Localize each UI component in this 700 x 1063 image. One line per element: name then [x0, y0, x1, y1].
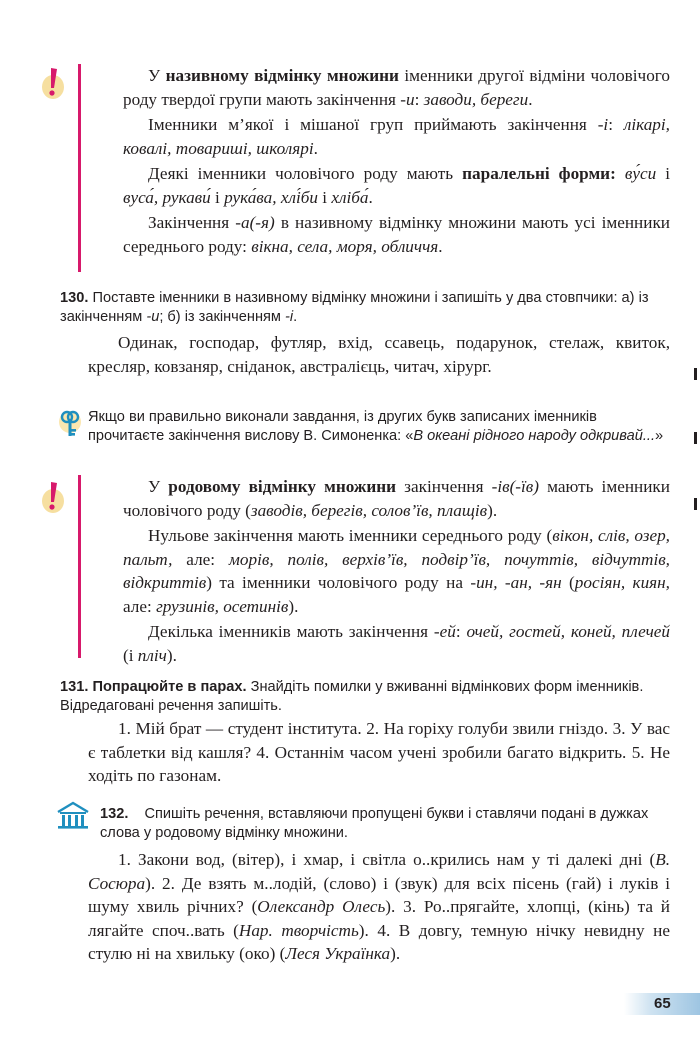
tip-text: Якщо ви правильно виконали завдання, із других букв записаних іменників прочитаєте закінчення вислову В. Симоненка: «В океані рідного народу одкривай...»	[88, 409, 664, 444]
exercise-130-words: Одинак, господар, футляр, вхід, ссавець, подарунок, стелаж, квиток, кресляр, ковзаняр, сніданок, австралієць, читач, хірург.	[88, 333, 670, 376]
exclamation-icon	[40, 480, 66, 514]
exclamation-icon	[40, 66, 66, 100]
exercise-number: 131.	[60, 679, 89, 695]
exercise-130-task: 130. Поставте іменники в називному відмінку множини і запишіть у два стовпчики: а) із закінченням -и; б) із закінченням -і.	[60, 290, 649, 325]
rule-box-genitive-plural	[78, 475, 671, 665]
exercise-131-task: 131. Попрацюйте в парах. Знайдіть помилки у вживанні відмінкових форм іменників. Відредаговані речення запишіть.	[60, 679, 644, 714]
key-icon	[58, 408, 82, 445]
exercise-number: 132.	[100, 806, 129, 822]
page-edge-mark	[694, 432, 697, 444]
exercise-131-sentences: 1. Мій брат — студент інститута. 2. На горіху голуби звили гніздо. 3. У вас є таблетки від кашля? 4. Останнім часом учені зробили багато відкрить. 5. Не ходіть по газонам.	[88, 719, 670, 785]
rule-paragraph: У називному відмінку множини іменники другої відміни чоловічого роду твердої групи мають закінчення -и: заводи, береги.	[123, 66, 671, 109]
rule-paragraph: Деякі іменники чоловічого роду мають паралельні форми: ву́си і вуса́, рукави́ і рука́ва, хлі́би і хліба́.	[123, 164, 670, 207]
exercise-132-sentences: 1. Закони вод, (вітер), і хмар, і світла о..крились нам у ті далекі дні (В. Сосюра). 2. Де взять м..лодій, (слово) і (звук) для всіх пісень (гай) і луків і шуму хвиль річних? (Олександр Олесь). 3. Ро..прягайте, хлопці, (кінь) та й лягайте споч..вать (Нар. творчість). 4. В довгу, темную нічку невидну не стулю ні на хвильку (око) (Леся Українка).	[88, 850, 670, 963]
exercise-number: 130.	[60, 290, 89, 306]
rule-paragraph: У родовому відмінку множини закінчення -ів(-їв) мають іменники чоловічого роду (заводів, берегів, солов’їв, плащів).	[123, 477, 670, 520]
rule-box-nominative-plural	[78, 64, 670, 272]
rule-paragraph: Нульове закінчення мають іменники середнього роду (вікон, слів, озер, пальт, але: морів, полів, верхів’їв, подвір’їв, почуттів, відчуттів, відкриттів) та іменники чоловічого роду на -ин, -ан, -ян (росіян, киян, але: грузинів, осетинів).	[123, 526, 670, 616]
exercise-132-task: 132. Спишіть речення, вставляючи пропущені букви і ставлячи подані в дужках слова у родовому відмінку множини.	[100, 806, 649, 841]
rule-paragraph: Іменники м’якої і мішаної груп приймають закінчення -і: лікарі, ковалі, товариші, школярі.	[123, 115, 670, 158]
page-edge-mark	[694, 498, 697, 510]
page-number: 65	[624, 993, 700, 1015]
rule-paragraph: Декілька іменників мають закінчення -ей: очей, гостей, коней, плечей (і пліч).	[123, 622, 671, 665]
page-edge-mark	[694, 368, 697, 380]
rule-paragraph: Закінчення -а(-я) в називному відмінку множини мають усі іменники середнього роду: вікна, села, моря, обличчя.	[123, 213, 670, 256]
house-icon	[56, 800, 90, 835]
